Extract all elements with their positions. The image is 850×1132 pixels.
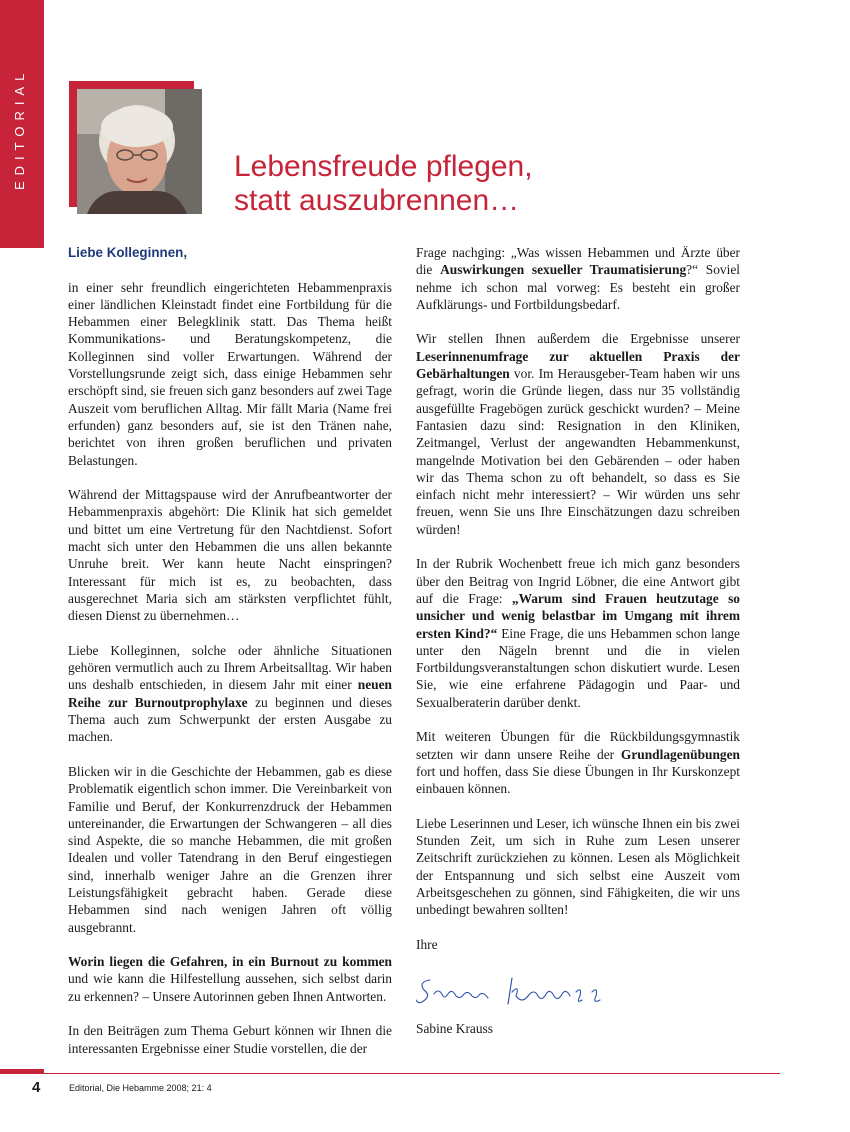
text-run: zu beginnen und dieses Thema auch zum Schwerpunkt der ersten Ausgabe zu machen. bbox=[68, 694, 392, 745]
closing: Ihre bbox=[416, 936, 438, 952]
author-photo bbox=[77, 89, 202, 214]
paragraph bbox=[416, 555, 740, 711]
text-run: fort und hoffen, dass Sie diese Übungen in Ihr Kurskonzept einbauen können. bbox=[416, 763, 740, 797]
text-run: Liebe Kolleginnen, solche oder ähnliche Situationen gehören vermutlich auch zu Ihrem Arbeitsalltag. Wir haben uns deshalb entschieden, in diesem Jahr mit einer bbox=[68, 642, 392, 693]
handwritten-signature bbox=[416, 970, 740, 1012]
paragraph bbox=[416, 244, 740, 313]
text-run: Frage nachging: „Was wissen Hebammen und Ärzte über die bbox=[416, 245, 740, 278]
highlight-text: „Warum sind Frauen heutzutage so unsicher und wenig belastbar im Umgang mit ihrem ersten Kind?“ bbox=[416, 590, 740, 641]
highlight-text: neuen Reihe zur Burnoutprophylaxe bbox=[68, 677, 392, 710]
paragraph: in einer sehr freundlich eingerichteten Hebammenpraxis einer ländlichen Kleinstadt findet eine Fortbildung für die Hebammen einer Belegklinik statt. Das Thema heißt Kommunikations- und Beratungskompetenz, die Kolleginnen sind voller Erwartungen. Während der Vorstellungsrunde zeigt sich, dass einige Hebammen sehr erschöpft sind, sie freuen sich ganz besonders auf zwei Tage Auszeit vom beruflichen Alltag. Mir fällt Maria (Name frei erfunden) ganz besonders auf, sie ist den Tränen nahe, berichtet von ihren großen beruflichen und privaten Belastungen. bbox=[68, 279, 392, 468]
text-run: Eine Frage, die uns Hebammen schon lange unter den Nägeln brennt und die in vielen Fortbildungsveranstaltungen schon diskutiert wurde. Lesen Sie, wie eine erfahrene Pädagogin und Paar- und Sexualberaterin darüber denkt. bbox=[416, 625, 741, 710]
paragraph: Blicken wir in die Geschichte der Hebammen, gab es diese Problematik eigentlich schon immer. Die Vereinbarkeit von Familie und Beruf, der Konkurrenzdruck der Hebammen untereinander, die Erwartungen der Schwangeren – all dies sind Aspekte, die so manche Hebammen, die mit großen Idealen und voller Tatendrang in den Beruf eingestiegen sind, innerhalb weniger Jahre an die Grenzen ihrer Leistungsfähigkeit gebracht haben. Gerade diese Hebammen sind nach wenigen Jahren oft völlig ausgebrannt. bbox=[68, 763, 392, 935]
highlight-text: Grundlagenübungen bbox=[620, 746, 740, 762]
greeting: Liebe Kolleginnen, bbox=[68, 245, 188, 260]
section-sidebar bbox=[0, 0, 44, 248]
highlight-text: Leserinnenumfrage zur aktuellen Praxis der Gebärhaltungen bbox=[416, 348, 740, 382]
text-run: ?“ Soviel nehme ich schon mal vorweg: Es besteht ein großer Aufklärungs- und Fortbildungsbedarf. bbox=[416, 262, 740, 312]
citation: Editorial, Die Hebamme 2008; 21: 4 bbox=[69, 1083, 212, 1093]
text-run: und wie kann die Hilfestellung aussehen, sich selbst darin zu erkennen? – Unsere Autorinnen geben Ihnen Antworten. bbox=[68, 971, 392, 1004]
text-run: Wir stellen Ihnen außerdem die Ergebnisse unserer bbox=[416, 331, 740, 347]
page-number: 4 bbox=[32, 1079, 41, 1096]
paragraph: Liebe Leserinnen und Leser, ich wünsche Ihnen ein bis zwei Stunden Zeit, um sich in Ruhe zum Lesen unserer Zeitschrift zurückziehen zu können. Lesen als Möglichkeit der Entspannung und sich selbst eine Auszeit vom Arbeitsgeschehen zu gönnen, sind Fähigkeiten, die wir uns unbedingt bewahren sollten! bbox=[416, 815, 740, 918]
paragraph: Während der Mittagspause wird der Anrufbeantworter der Hebammenpraxis abgehört: Die Klinik hat sich gemeldet und bittet um eine Vertretung für den Nachtdienst. Sofort macht sich unter den Hebammen die uns allen bekannte Unruhe breit. Wer kann heute Nacht einspringen? Interessant für mich ist es, zu beobachten, dass ausgerechnet Maria sich am stärksten verpflichtet fühlt, diesen Dienst zu übernehmen… bbox=[68, 487, 392, 624]
section-label: EDITORIAL bbox=[12, 67, 27, 190]
text-run: Mit weiteren Übungen für die Rückbildungsgymnastik setzten wir dann unsere Reihe der bbox=[416, 729, 740, 762]
paragraph: In den Beiträgen zum Thema Geburt können wir Ihnen die interessanten Ergebnisse einer Studie vorstellen, die der bbox=[68, 1023, 392, 1056]
title-line-1: Lebensfreude pflegen, bbox=[234, 150, 533, 183]
paragraph bbox=[68, 642, 392, 746]
right-column bbox=[416, 244, 740, 1055]
highlight-text: Worin liegen die Gefahren, in ein Burnout zu kommen bbox=[68, 954, 392, 970]
editorial-title bbox=[234, 150, 533, 218]
left-column bbox=[68, 244, 392, 1074]
text-run: vor. Im Herausgeber-Team haben wir uns gefragt, worin die Gründe liegen, dass nur 35 vollständig ausgefüllte Fragebögen zurück geschickt wurden? – Meine Fantasien dazu sind: Resignation in den Kliniken, Zeitmangel, Verlust der angewandten Hebammenkunst, mangelnde Motivation bei den Gebärenden – oder haben wir das Thema schon zu oft behandelt, so dass es Sie einfach nicht mehr interessiert? – Wir würden uns sehr freuen, wenn Sie uns Ihre Einschätzungen dazu schreiben würden! bbox=[416, 366, 740, 537]
author-name: Sabine Krauss bbox=[416, 1021, 493, 1037]
highlight-text: Auswirkungen sexueller Traumatisierung bbox=[440, 262, 687, 278]
paragraph bbox=[416, 330, 740, 538]
title-line-2: statt auszubrennen… bbox=[234, 184, 520, 217]
paragraph bbox=[416, 728, 740, 797]
text-run: In der Rubrik Wochenbett freue ich mich ganz besonders über den Beitrag von Ingrid Löbner, die eine Antwort gibt auf die Frage: bbox=[416, 556, 740, 606]
paragraph bbox=[68, 953, 392, 1005]
footer-divider bbox=[0, 1073, 780, 1074]
